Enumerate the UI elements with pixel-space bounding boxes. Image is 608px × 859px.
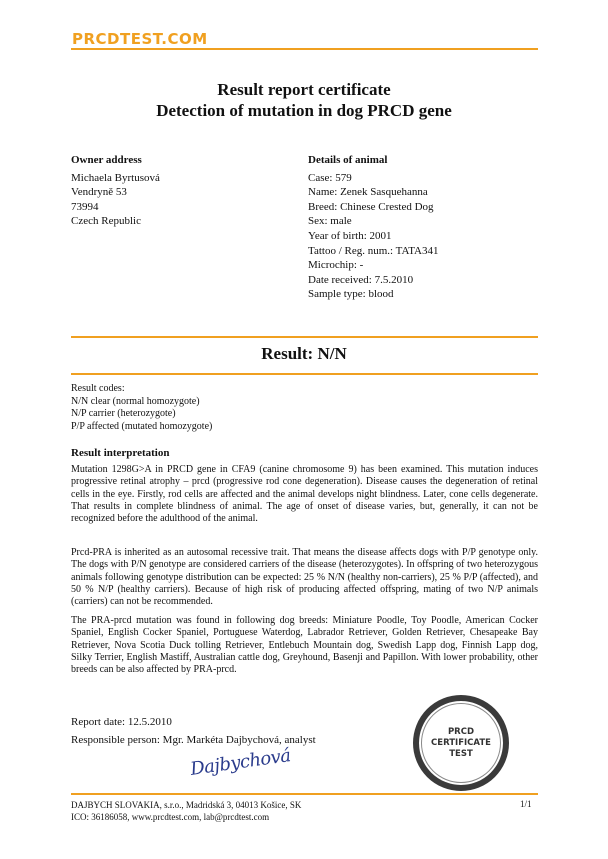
signature: Dajbychová xyxy=(189,745,292,780)
animal-line: Case: 579 xyxy=(308,171,352,184)
animal-line: Breed: Chinese Crested Dog xyxy=(308,200,434,213)
animal-line: Date received: 7.5.2010 xyxy=(308,273,414,286)
page-number: 1/1 xyxy=(520,799,532,809)
interpretation-heading: Result interpretation xyxy=(71,447,170,459)
owner-line: Czech Republic xyxy=(71,215,141,228)
responsible-person: Responsible person: Mgr. Markéta Dajbychová, analyst xyxy=(71,734,316,746)
stamp-text: TEST xyxy=(449,748,473,759)
owner-line: Michaela Byrtusová xyxy=(71,171,160,184)
animal-line: Sample type: blood xyxy=(308,288,394,301)
result-rule-bottom xyxy=(71,373,538,375)
owner-line: 73994 xyxy=(71,200,99,213)
result-title: Result: N/N xyxy=(261,344,347,363)
animal-line: Sex: male xyxy=(308,215,352,228)
code-line: P/P affected (mutated homozygote) xyxy=(71,420,213,432)
animal-details xyxy=(308,153,538,302)
interpretation-paragraph: Prcd-PRA is inherited as an autosomal recessive trait. That means the disease affects dogs with P/P genotype only. The dogs with P/N genotype are considered carriers of the disease (heterozygotes). In offspring of two heterozygous animals following genotype distribution can be expected: 25 % N/N (healthy non-carriers), 25 % P/P (affected), and 50 % N/P (healthy carriers). Because of high risk of producing affected offspring, mating of two N/P animals (carriers) can not be recommended. xyxy=(71,547,538,608)
footer-address: DAJBYCH SLOVAKIA, s.r.o., Madridská 3, 04013 Košice, SK xyxy=(71,800,302,810)
document-subtitle: Detection of mutation in dog PRCD gene xyxy=(156,101,452,120)
footer-rule xyxy=(71,793,538,795)
logo: PRCDTEST.COM xyxy=(72,30,208,48)
interpretation-paragraph: The PRA-prcd mutation was found in following dog breeds: Miniature Poodle, Toy Poodle, American Cocker Spaniel, English Cocker Spaniel, Portuguese Waterdog, Labrador Retriever, Golden Retriever, Chesapeake Bay Retriever, Nova Scotia Duck tolling Retriever, Entlebuch Mountain dog, Swedish Lapp dog, Finnish Lapp dog, Silky Terrier, English Mastiff, Australian cattle dog, Greyhound, Basenji and Papillon. With lower probability, other breeds can be also affected by PRA-prcd. xyxy=(71,615,538,676)
certificate-stamp xyxy=(413,695,509,791)
interpretation-paragraph: Mutation 1298G>A in PRCD gene in CFA9 (canine chromosome 9) has been examined. This mutation induces progressive retinal atrophy – prcd (progressive rod cone degeneration). Disease causes the degeneration of retinal cells in the eye. Firstly, rod cells are affected and the animal develops night blindness. Later, cone cells degenerate. That results in complete blindness of animal. The age of onset of disease varies, but, generally, it can not be recognized before the adulthood of the animal. xyxy=(71,464,538,525)
result-codes xyxy=(71,383,212,433)
footer-contact: ICO: 36186058, www.prcdtest.com, lab@prcdtest.com xyxy=(71,812,270,822)
code-line: N/P carrier (heterozygote) xyxy=(71,408,176,420)
stamp-text: CERTIFICATE xyxy=(431,737,491,748)
owner-line: Vendryně 53 xyxy=(71,186,127,199)
report-date: Report date: 12.5.2010 xyxy=(71,716,172,728)
code-line: Result codes: xyxy=(71,383,125,394)
result-rule-top xyxy=(71,336,538,338)
code-line: N/N clear (normal homozygote) xyxy=(71,395,200,407)
animal-heading: Details of animal xyxy=(308,154,388,166)
header-rule xyxy=(71,48,538,50)
animal-line: Tattoo / Reg. num.: TATA341 xyxy=(308,244,439,257)
animal-line: Microchip: - xyxy=(308,259,364,272)
stamp-text: PRCD xyxy=(447,726,475,737)
document-title: Result report certificate xyxy=(217,80,391,99)
animal-line: Year of birth: 2001 xyxy=(308,229,392,242)
animal-line: Name: Zenek Sasquehanna xyxy=(308,186,428,199)
owner-heading: Owner address xyxy=(71,154,142,166)
owner-address xyxy=(71,153,291,229)
